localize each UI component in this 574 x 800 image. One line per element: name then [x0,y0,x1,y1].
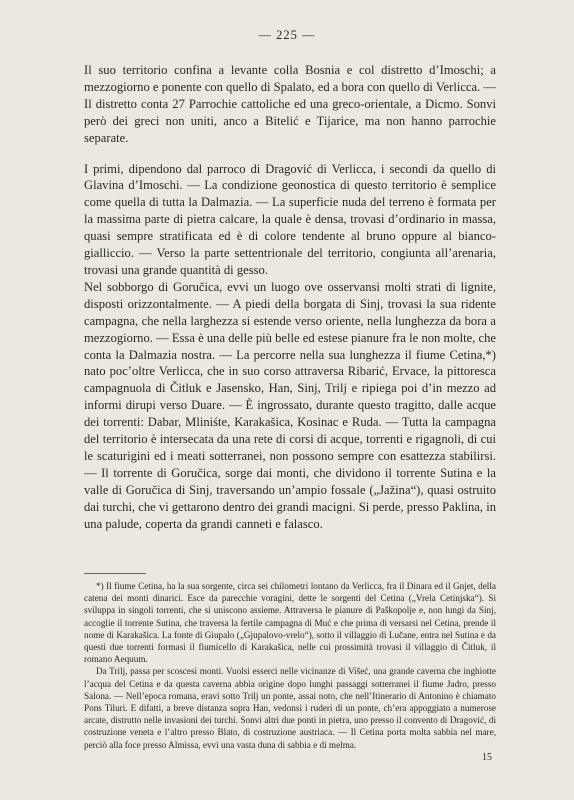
footnote: *) Il fiume Cetina, ha la sua sorgente, circa sei chilometri lontano da Verlicca, fra il Dinara ed il Gnjet, della catena dei monti dinarici. Esce da parecchie voragini, dette le sorgenti del Cetina („Vrela Cetinjska“). Si sviluppa in singoli torrenti, che si uniscono assieme. Attraversa le pianure di Paškopolje e, non lungi da Sinj, accoglie il torrente Sutina, che traversa la fertile campagna di Muć e che prima di versarsi nel Cetina, prende il nome di Karakašica. La fonte di Giupalo („Gjupalovo-vrelo“), sotto il villaggio di Lučane, entra nel Sutina e da questi due torrenti formasi il fiumicello di Karakašica, nelle cui prossimità trovasi il villaggio di Čitluk, il romano Aequum. [84,581,496,665]
footnotes [84,580,496,751]
signature-mark: 15 [482,752,492,763]
paragraph: Il suo territorio confina a levante colla Bosnia e col distretto d’Imoschi; a mezzogiorno e ponente con quello di Spalato, ed a bora con quello di Verlicca. — Il distretto conta 27 Parrochie cattoliche ed una greco-orientale, a Dicmo. Sonvi però dei greci non uniti, anco a Bitelić e Tijarice, ma non hanno parrochie separate. [84,63,496,145]
paragraph: I primi, dipendono dal parroco di Dragović di Verlicca, i secondi da quello di Glavina d’Imoschi. — La condizione geonostica di questo territorio è semplice come quella di tutta la Dalmazia. — La superficie nuda del terreno è formata per la massima parte di pietra calcare, la quale è densa, trovasi d’ordinario in massa, quasi sempre stratificata ed è di colore tendente al bruno oppure al bianco-gialliccio. — Verso la parte settentrionale del territorio, congiunta all’arenaria, trovasi una grande quantità di gesso. [84,161,496,277]
footnote: Da Trilj, passa per scoscesi monti. Vuolsi esserci nelle vicinanze di Višeć, una grande caverna che inghiotte l’acqua del Cetina e da questa caverna abbia origine dopo lunghi passaggi sotterranei il fiume Jadro, presso Salona. — Nell’epoca romana, eravi sotto Trilj un ponte, assai noto, che nell’Itinerario di Antonino è chiamato Pons Tiluri. E difatti, a breve distanza sopra Han, vedonsi i ruderi di un ponte, ch’era appoggiato a numerose arcate, distrutto nelle invasioni dei turchi. Sonvi altri due ponti in pietra, uno presso il convento di Dragović, di costruzione veneta e l’altro presso Blato, di costruzione austriaca. — Il Cetina porta molta sabbia nel mare, perciò alla foce presso Almissa, evvi una vasta duna di sabbia e di melma. [84,666,496,750]
main-text [84,62,496,532]
paragraph: Nel sobborgo di Goručica, evvi un luogo ove osservansi molti strati di lignite, disposti orizzontalmente. — A piedi della borgata di Sinj, trovasi la sua ridente campagna, che nella larghezza si estende verso oriente, nella lunghezza da bora a mezzogiorno. — Essa è una delle più belle ed estese pianure fra le non molte, che conta la Dalmazia nostra. — La percorre nella sua lunghezza il fiume Cetina,*) nato poc’oltre Verlicca, che in suo corso attraversa Ribarić, Ervace, la pittoresca campagnuola di Čitluk e Jasensko, Han, Sinj, Trilj e ripiega poi d’in mezzo ad informi dirupi verso Duare. — È ingrossato, durante questo tragitto, dalle acque dei torrenti: Dabar, Mliniśte, Karakašica, Kosinac e Ruda. — Tutta la campagna del territorio è intersecata da una rete di corsi di acque, torrenti e rigagnoli, di cui le scaturigini ed i meati sotterranei, non possono sempre con esattezza stabilirsi. — Il torrente di Goručica, sorge dai monti, che dividono il torrente Sutina e la valle di Goručica di Sinj, traversando un’ampio fossale („Jažina“), quasi ostruito dai turchi, che vi gettarono dentro dei grandi macigni. Si perde, presso Paklina, in una palude, coperta da grandi canneti e falasco. [84,279,496,531]
page-number: — 225 — [258,28,316,42]
footnote-divider [84,573,146,574]
